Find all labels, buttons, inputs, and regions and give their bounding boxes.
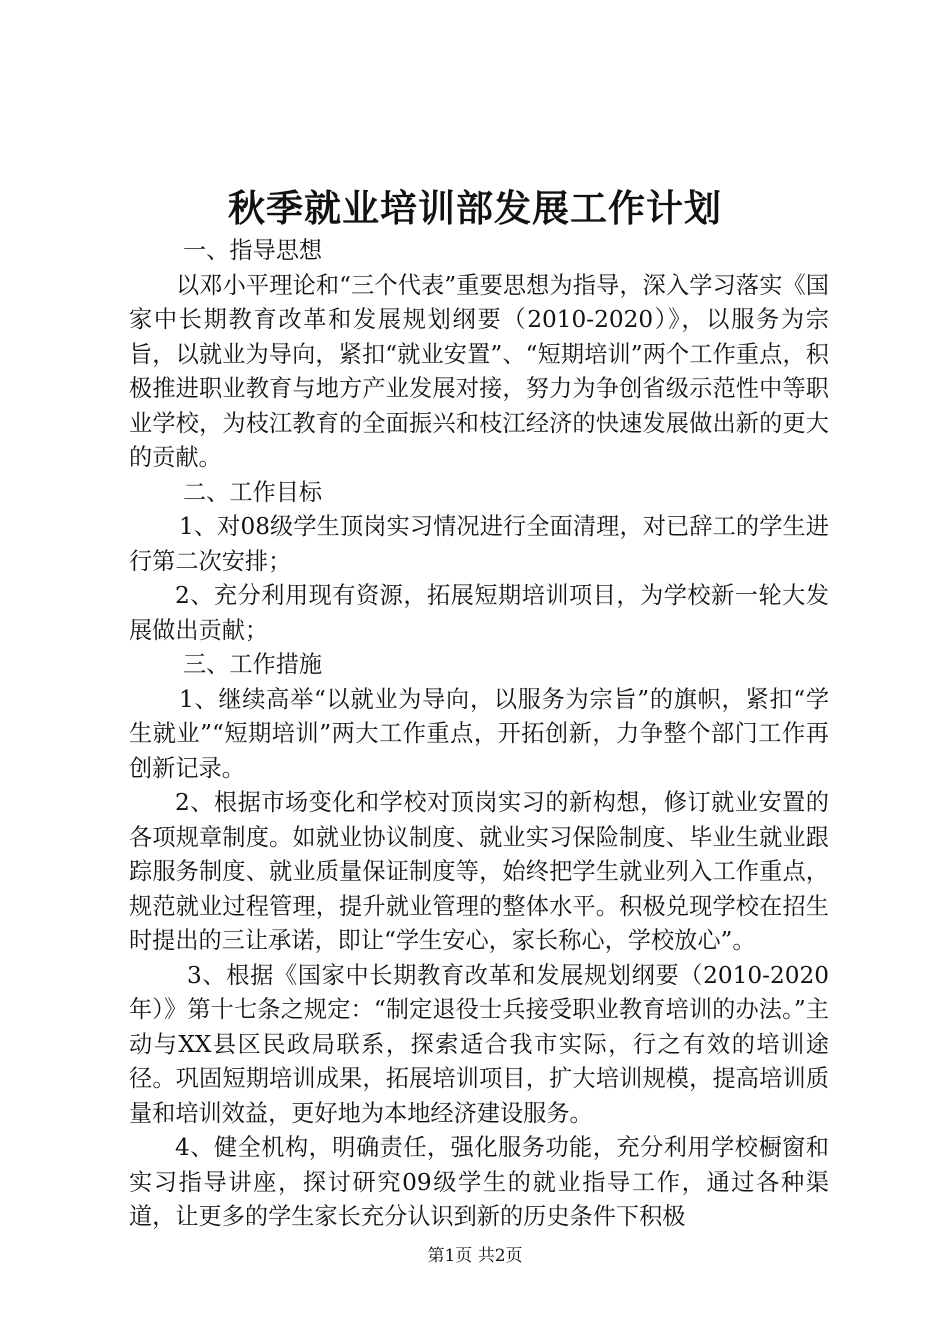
document-title: 秋季就业培训部发展工作计划 bbox=[228, 187, 722, 230]
paragraph-goal-1: 1、对08级学生顶岗实习情况进行全面清理，对已辞工的学生进行第二次安排； bbox=[129, 513, 829, 575]
document-body bbox=[129, 234, 829, 1235]
page-footer: 第1页 共2页 bbox=[427, 1246, 523, 1266]
section-heading-work-measures: 三、工作措施 bbox=[183, 651, 323, 678]
paragraph-goal-2: 2、充分利用现有资源，拓展短期培训项目，为学校新一轮大发展做出贡献； bbox=[129, 582, 829, 644]
paragraph-measure-2: 2、根据市场变化和学校对顶岗实习的新构想，修订就业安置的各项规章制度。如就业协议制度、就业实习保险制度、毕业生就业跟踪服务制度、就业质量保证制度等，始终把学生就业列入工作重点，规范就业过程管理，提升就业管理的整体水平。积极兑现学校在招生时提出的三让承诺，即让“学生安心，家长称心，学校放心”。 bbox=[129, 789, 829, 954]
paragraph-measure-3: 3、根据《国家中长期教育改革和发展规划纲要（2010-2020年）》第十七条之规定：“制定退役士兵接受职业教育培训的办法。”主动与XX县区民政局联系，探索适合我市实际，行之有效的培训途径。巩固短期培训成果，拓展培训项目，扩大培训规模，提高培训质量和培训效益，更好地为本地经济建设服务。 bbox=[129, 961, 829, 1127]
section-heading-guiding-ideology: 一、指导思想 bbox=[183, 237, 323, 264]
section-heading-work-goals: 二、工作目标 bbox=[183, 478, 323, 506]
paragraph-measure-4: 4、健全机构，明确责任，强化服务功能，充分利用学校橱窗和实习指导讲座，探讨研究09级学生的就业指导工作，通过各种渠道，让更多的学生家长充分认识到新的历史条件下积极 bbox=[129, 1134, 829, 1230]
paragraph-measure-1: 1、继续高举“以就业为导向，以服务为宗旨”的旗帜，紧扣“学生就业”“短期培训”两大工作重点，开拓创新，力争整个部门工作再创新记录。 bbox=[129, 685, 829, 782]
paragraph-guiding-ideology: 以邓小平理论和“三个代表”重要思想为指导，深入学习落实《国家中长期教育改革和发展规划纲要（2010-2020）》，以服务为宗旨，以就业为导向，紧扣“就业安置”、“短期培训”两个工作重点，积极推进职业教育与地方产业发展对接，努力为争创省级示范性中等职业学校，为枝江教育的全面振兴和枝江经济的快速发展做出新的更大的贡献。 bbox=[129, 271, 829, 471]
